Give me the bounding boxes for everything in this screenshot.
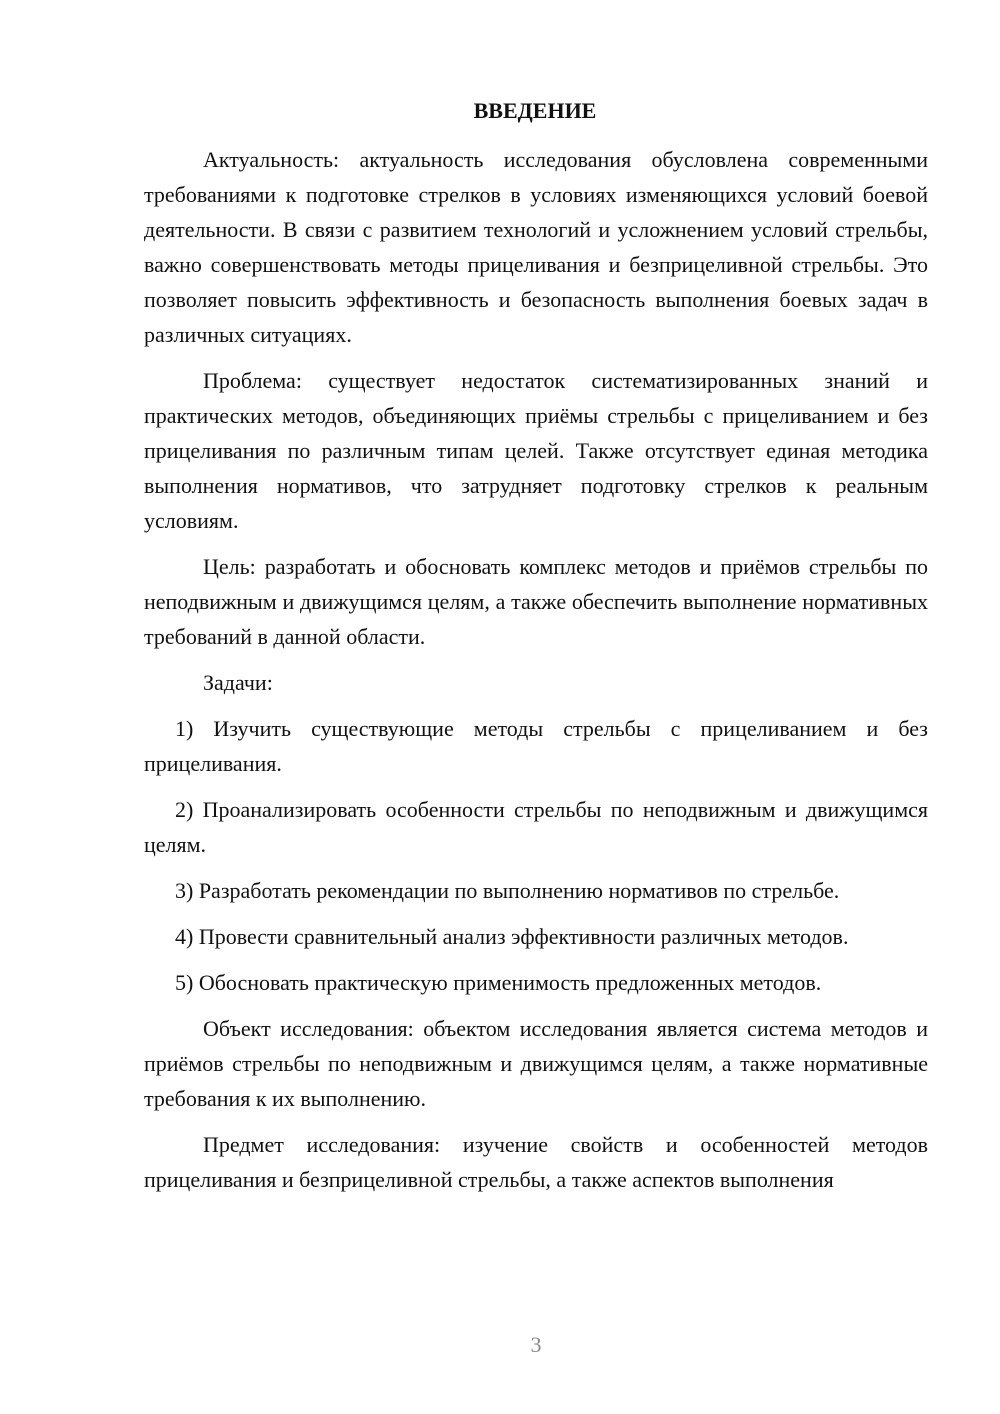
- task-item: 4) Провести сравнительный анализ эффективности различных методов.: [175, 924, 849, 949]
- paragraph-subject: Предмет исследования: изучение свойств и особенностей методов прицеливания и безприцеливной стрельбы, а также аспектов выполнения: [144, 1132, 928, 1192]
- body-text: [144, 142, 928, 1208]
- section-title: ВВЕДЕНИЕ: [473, 98, 597, 123]
- task-item: 2) Проанализировать особенности стрельбы по неподвижным и движущимся целям.: [144, 797, 928, 857]
- paragraph-goal: Цель: разработать и обосновать комплекс методов и приёмов стрельбы по неподвижным и движущимся целям, а также обеспечить выполнение нормативных требований в данной области.: [144, 554, 928, 649]
- paragraph-relevance: Актуальность: актуальность исследования обусловлена современными требованиями к подготовке стрелков в условиях изменяющихся условий боевой деятельности. В связи с развитием технологий и усложнением условий стрельбы, важно совершенствовать методы прицеливания и безприцеливной стрельбы. Это позволяет повысить эффективность и безопасность выполнения боевых задач в различных ситуациях.: [144, 147, 928, 347]
- task-item: 5) Обосновать практическую применимость предложенных методов.: [175, 970, 822, 995]
- paragraph-object: Объект исследования: объектом исследования является система методов и приёмов стрельбы по неподвижным и движущимся целям, а также нормативные требования к их выполнению.: [144, 1016, 928, 1111]
- task-item: 1) Изучить существующие методы стрельбы с прицеливанием и без прицеливания.: [144, 716, 928, 776]
- task-item: 3) Разработать рекомендации по выполнению нормативов по стрельбе.: [175, 878, 840, 903]
- tasks-heading: Задачи:: [203, 670, 273, 695]
- page-number: 3: [530, 1332, 542, 1357]
- paragraph-problem: Проблема: существует недостаток систематизированных знаний и практических методов, объединяющих приёмы стрельбы с прицеливанием и без прицеливания по различным типам целей. Также отсутствует единая методика выполнения нормативов, что затрудняет подготовку стрелков к реальным условиям.: [144, 368, 928, 533]
